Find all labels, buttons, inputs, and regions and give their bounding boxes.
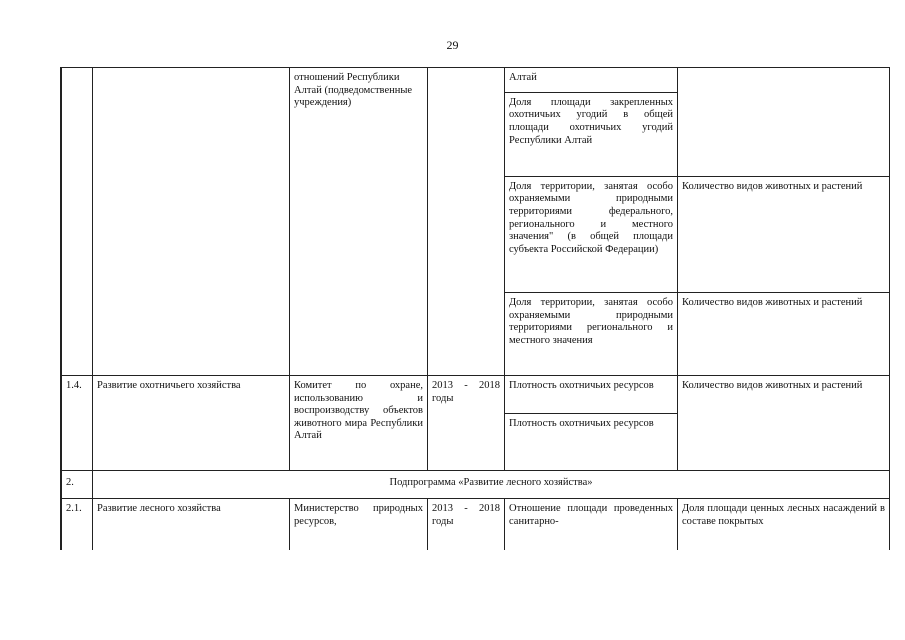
cell-name bbox=[93, 68, 290, 376]
cell-executor: Комитет по охране, использованию и воспроизводству объектов животного мира Республики Алтай bbox=[290, 376, 428, 471]
cell-indicator: Доля площади закрепленных охотничьих угодий в общей площади охотничьих угодий Республики Алтай bbox=[505, 92, 678, 176]
subprogram-title: Подпрограмма «Развитие лесного хозяйства» bbox=[93, 471, 890, 499]
table-row bbox=[62, 471, 890, 499]
cell-number: 1.4. bbox=[62, 376, 93, 471]
cell-indicator: Доля территории, занятая особо охраняемыми природными территориями регионального и местного значения bbox=[505, 293, 678, 376]
cell-name: Развитие лесного хозяйства bbox=[93, 499, 290, 551]
cell-number: 2. bbox=[62, 471, 93, 499]
cell-executor: Министерство природных ресурсов, bbox=[290, 499, 428, 551]
cell-result: Количество видов животных и растений bbox=[678, 293, 890, 376]
cell-number bbox=[62, 68, 93, 376]
cell-indicator: Плотность охотничьих ресурсов bbox=[505, 414, 678, 471]
cell-period bbox=[428, 68, 505, 376]
table-row bbox=[62, 376, 890, 414]
cell-indicator: Плотность охотничьих ресурсов bbox=[505, 376, 678, 414]
cell-period: 2013 - 2018 годы bbox=[428, 499, 505, 551]
program-table bbox=[60, 67, 890, 550]
cell-name: Развитие охотничьего хозяйства bbox=[93, 376, 290, 471]
cell-result: Количество видов животных и растений bbox=[678, 376, 890, 471]
cell-indicator: Отношение площади проведенных санитарно- bbox=[505, 499, 678, 551]
cell-result: Количество видов животных и растений bbox=[678, 176, 890, 292]
cell-indicator: Алтай bbox=[505, 68, 678, 93]
cell-executor: отношений Республики Алтай (подведомственные учреждения) bbox=[290, 68, 428, 376]
page-number: 29 bbox=[446, 38, 459, 52]
cell-period: 2013 - 2018 годы bbox=[428, 376, 505, 471]
cell-result bbox=[678, 68, 890, 177]
table-row bbox=[62, 499, 890, 551]
cell-number: 2.1. bbox=[62, 499, 93, 551]
table-row bbox=[62, 68, 890, 93]
cell-indicator: Доля территории, занятая особо охраняемыми природными территориями федерального, регионального и местного значения" (в общей площади субъекта Российской Федерации) bbox=[505, 176, 678, 292]
cell-result: Доля площади ценных лесных насаждений в составе покрытых bbox=[678, 499, 890, 551]
